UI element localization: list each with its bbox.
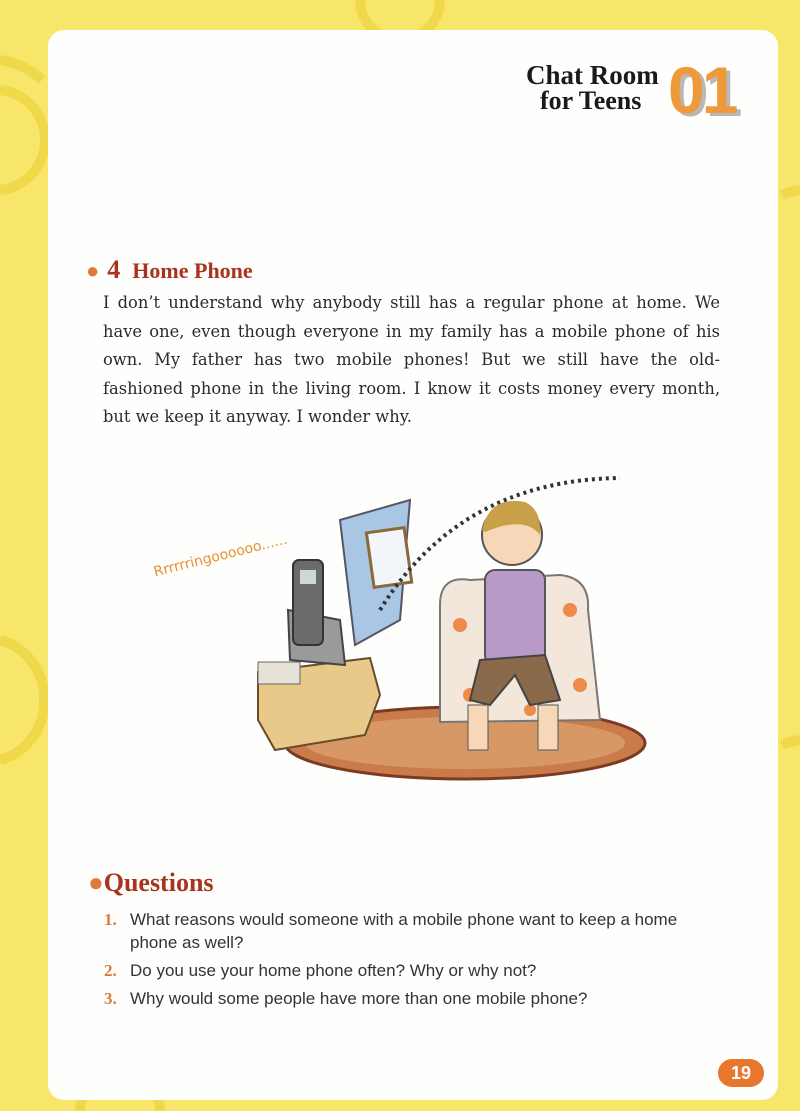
page-number: 19 bbox=[718, 1059, 764, 1087]
question-number: 1. bbox=[104, 910, 117, 929]
section-number: 4 bbox=[107, 255, 121, 284]
section-body: I don’t understand why anybody still has a regular phone at home. We have one, even though everyone in my family has a mobile phone of his own. My father has two mobile phones! But we still have the old-fashioned phone in the living room. I know it costs money every month, but we keep it anyway. I wonder why. bbox=[103, 293, 720, 426]
bullet-icon: ● bbox=[88, 868, 104, 897]
question-text: Do you use your home phone often? Why or why not? bbox=[130, 961, 537, 980]
boy-on-sofa-with-ringing-phone-illustration bbox=[140, 460, 660, 800]
logo-line1: Chat Room bbox=[526, 60, 659, 90]
question-number: 2. bbox=[104, 961, 117, 980]
bullet-icon: ● bbox=[86, 258, 100, 283]
section-title: Home Phone bbox=[132, 258, 253, 283]
questions-heading bbox=[88, 868, 214, 898]
question-text: Why would some people have more than one mobile phone? bbox=[130, 989, 588, 1008]
chat-room-logo bbox=[526, 62, 659, 114]
question-item bbox=[104, 959, 724, 982]
questions-title: Questions bbox=[103, 868, 214, 897]
question-text: What reasons would someone with a mobile phone want to keep a home phone as well? bbox=[130, 910, 678, 952]
section-heading bbox=[86, 255, 253, 285]
ring-sound-effect: Rrrrrringoooooo...... bbox=[152, 531, 289, 581]
questions-list bbox=[104, 908, 724, 1015]
question-number: 3. bbox=[104, 989, 117, 1008]
logo-line2: for Teens bbox=[540, 86, 642, 115]
question-item bbox=[104, 987, 724, 1010]
unit-number: 01 bbox=[668, 53, 736, 127]
question-item bbox=[104, 908, 724, 954]
